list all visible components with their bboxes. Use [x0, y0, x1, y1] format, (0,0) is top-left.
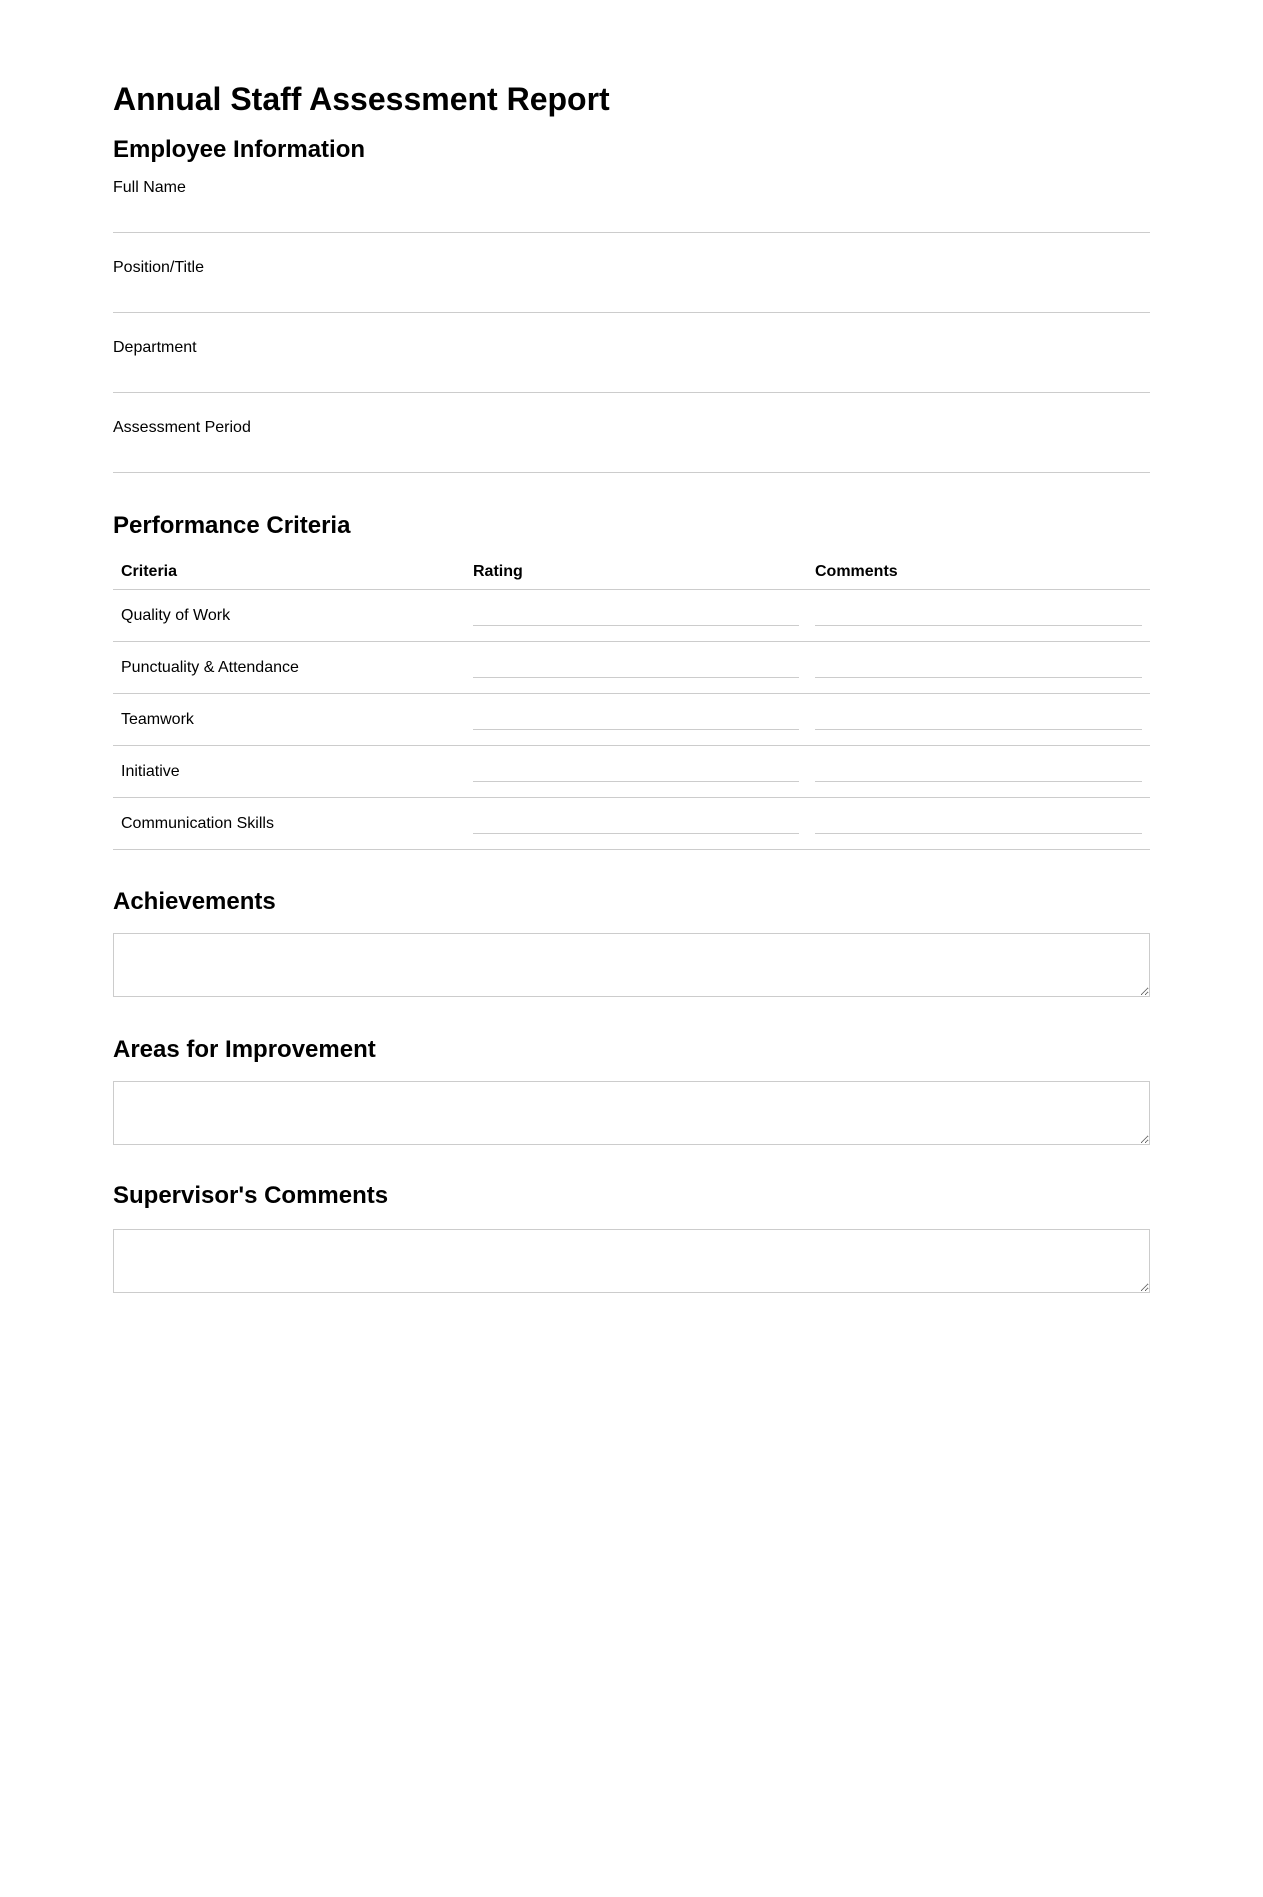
column-header-criteria: Criteria	[113, 555, 465, 590]
rating-cell	[465, 694, 807, 746]
performance-criteria-heading: Performance Criteria	[113, 512, 351, 539]
comments-input[interactable]	[815, 754, 1142, 782]
comments-cell	[807, 642, 1150, 694]
rating-input[interactable]	[473, 806, 799, 834]
comments-cell	[807, 746, 1150, 798]
assessment-period-input[interactable]	[113, 445, 1150, 473]
column-header-comments: Comments	[807, 555, 1150, 590]
supervisor-comments-heading: Supervisor's Comments	[113, 1182, 389, 1209]
areas-for-improvement-textarea[interactable]	[113, 1081, 1150, 1145]
department-label: Department	[113, 339, 197, 356]
criteria-cell: Quality of Work	[113, 590, 465, 642]
comments-input[interactable]	[815, 702, 1142, 730]
comments-cell	[807, 694, 1150, 746]
supervisor-comments-textarea[interactable]	[113, 1229, 1150, 1293]
table-row	[113, 798, 1150, 850]
rating-cell	[465, 746, 807, 798]
page-title: Annual Staff Assessment Report	[113, 81, 610, 117]
criteria-cell: Initiative	[113, 746, 465, 798]
comments-input[interactable]	[815, 806, 1142, 834]
table-row	[113, 642, 1150, 694]
rating-cell	[465, 590, 807, 642]
employee-info-heading: Employee Information	[113, 136, 366, 163]
rating-input[interactable]	[473, 598, 799, 626]
full-name-label: Full Name	[113, 179, 186, 196]
department-input[interactable]	[113, 365, 1150, 393]
criteria-cell: Teamwork	[113, 694, 465, 746]
position-title-label: Position/Title	[113, 259, 204, 276]
rating-input[interactable]	[473, 754, 799, 782]
rating-input[interactable]	[473, 702, 799, 730]
performance-criteria-table	[113, 555, 1150, 850]
criteria-cell: Punctuality & Attendance	[113, 642, 465, 694]
rating-input[interactable]	[473, 650, 799, 678]
comments-input[interactable]	[815, 650, 1142, 678]
rating-cell	[465, 798, 807, 850]
achievements-textarea[interactable]	[113, 933, 1150, 997]
column-header-rating: Rating	[465, 555, 807, 590]
assessment-period-label: Assessment Period	[113, 419, 251, 436]
table-header-row	[113, 555, 1150, 590]
table-row	[113, 694, 1150, 746]
areas-for-improvement-heading: Areas for Improvement	[113, 1036, 376, 1063]
comments-cell	[807, 590, 1150, 642]
comments-cell	[807, 798, 1150, 850]
achievements-heading: Achievements	[113, 888, 276, 915]
comments-input[interactable]	[815, 598, 1142, 626]
table-row	[113, 746, 1150, 798]
position-title-input[interactable]	[113, 285, 1150, 313]
criteria-cell: Communication Skills	[113, 798, 465, 850]
rating-cell	[465, 642, 807, 694]
full-name-input[interactable]	[113, 205, 1150, 233]
table-row	[113, 590, 1150, 642]
